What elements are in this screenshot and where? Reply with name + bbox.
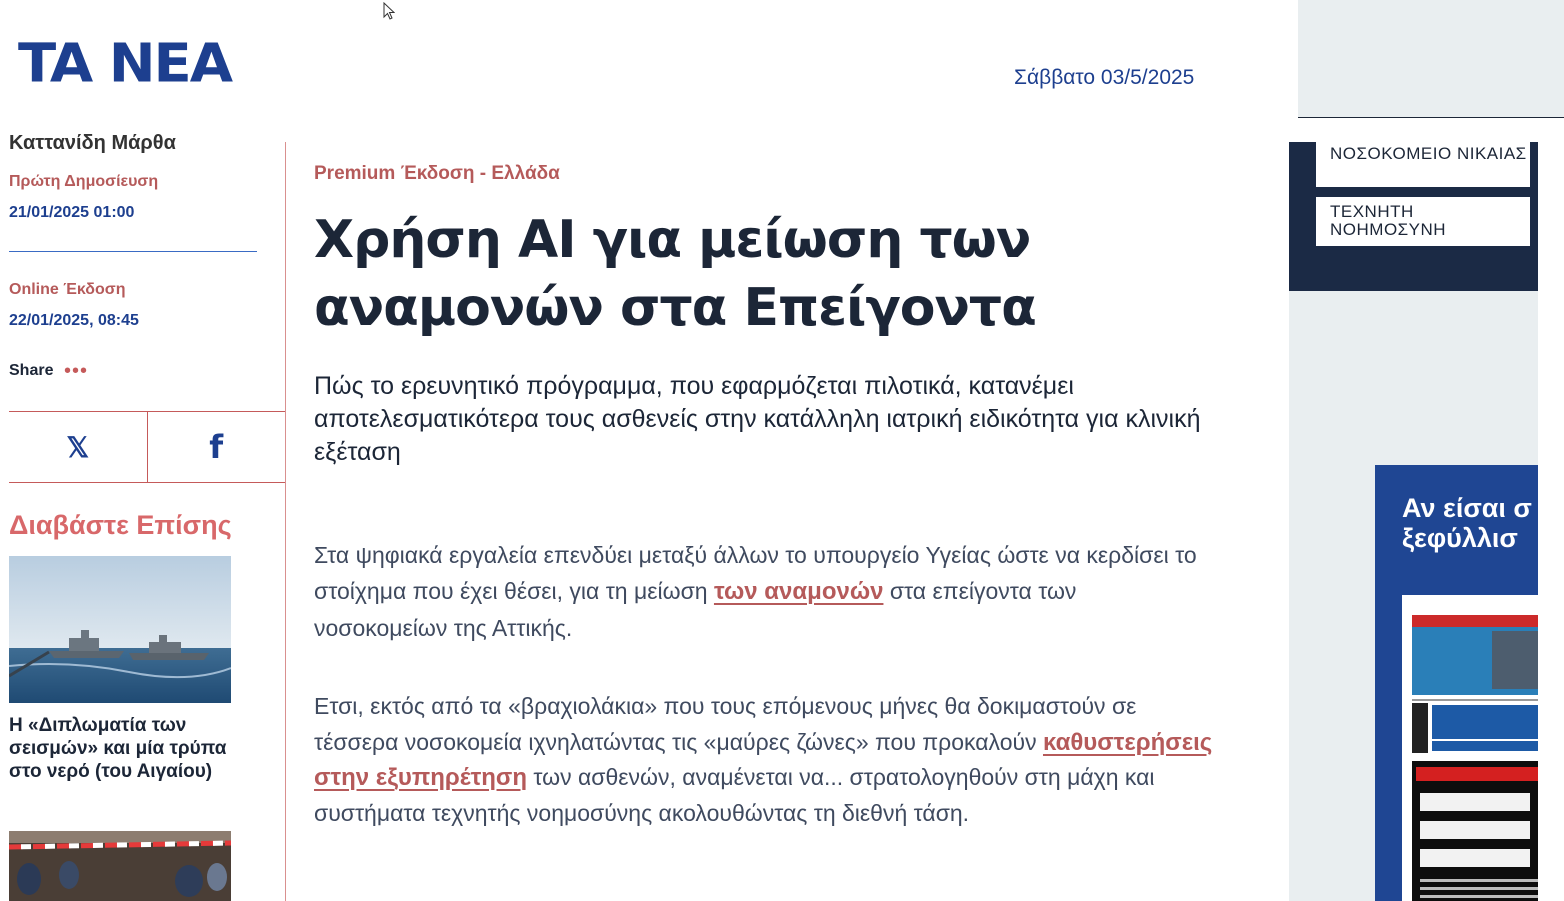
mouse-cursor-icon [383, 2, 395, 20]
share-more-icon[interactable]: ••• [64, 360, 89, 382]
tag-artificial-intelligence[interactable]: ΤΕΧΝΗΤΗ ΝΟΗΜΟΣΥΝΗ [1316, 197, 1530, 246]
header-ad-panel [1298, 0, 1564, 118]
related-article-image[interactable] [9, 556, 231, 703]
column-divider [285, 142, 286, 901]
article-headline: Χρήση AI για μείωση των αναμονών στα Επείγοντα [314, 210, 1036, 338]
site-logo[interactable]: TA NEA [18, 33, 232, 95]
share-facebook-button[interactable] [147, 412, 286, 482]
article-lede: Πώς το ερευνητικό πρόγραμμα, που εφαρμόζεται πιλοτικά, κατανέμει αποτελεσματικότερα τους ασθενείς στην κατάλληλη ιατρική ειδικότητα για κλινική εξέταση [314, 372, 1201, 466]
facebook-icon: f [209, 428, 224, 466]
article-paragraph-2: Ετσι, εκτός από τα «βραχιολάκια» που τους επόμενους μήνες θα δοκιμαστούν σε τέσσερα νοσοκομεία ιχνηλατώντας τις «μαύρες ζώνες» που προκαλούν καθυστερήσεις στην εξυπηρέτηση των ασθενών, αναμένεται να... στρατολογηθούν στη μάχη και συστήματα τεχνητής νοημοσύνης ακολουθώντας τη διεθνή τάση. [314, 693, 1213, 826]
header-date: Σάββατο 03/5/2025 [1014, 66, 1195, 89]
author-name[interactable]: Καττανίδη Μάρθα [9, 132, 176, 154]
rescue-scene-image [9, 831, 231, 901]
article-kicker[interactable]: Premium Έκδοση - Ελλάδα [314, 163, 560, 184]
newspaper-promo[interactable] [1375, 465, 1538, 901]
related-article-image-2[interactable] [9, 831, 231, 901]
online-edition-label: Online Έκδοση [9, 281, 126, 298]
first-published-value: 21/01/2025 01:00 [9, 204, 135, 221]
share-label: Share [9, 362, 54, 379]
related-article-title[interactable]: Η «Διπλωματία των σεισμών» και μία τρύπα στο νερό (του Αιγαίου) [9, 715, 227, 782]
tag-nikaia-hospital[interactable]: ΝΟΣΟΚΟΜΕΙΟ ΝΙΚΑΙΑΣ [1316, 142, 1530, 187]
meta-divider [9, 251, 257, 252]
social-share-row [9, 411, 285, 483]
inline-link-service-delays[interactable]: καθυστερήσεις στην εξυπηρέτηση [314, 728, 1213, 791]
newspaper-cover-image [1402, 595, 1538, 901]
online-edition-value: 22/01/2025, 08:45 [9, 312, 139, 329]
warships-image [9, 556, 231, 703]
x-icon: 𝕏 [66, 431, 90, 463]
share-x-button[interactable] [9, 412, 147, 482]
inline-link-waiting-times[interactable]: των αναμονών [713, 578, 884, 605]
promo-text: Αν είσαι σ ξεφύλλισ [1402, 493, 1532, 553]
article-paragraph-1: Στα ψηφιακά εργαλεία επενδύει μεταξύ άλλων το υπουργείο Υγείας ώστε να κερδίσει το στοίχημα που έχει θέσει, για τη μείωση των αναμονών στα επείγοντα των νοσοκομείων της Αττικής. [314, 542, 1197, 641]
read-also-heading: Διαβάστε Επίσης [9, 510, 232, 540]
first-published-label: Πρώτη Δημοσίευση [9, 173, 159, 190]
